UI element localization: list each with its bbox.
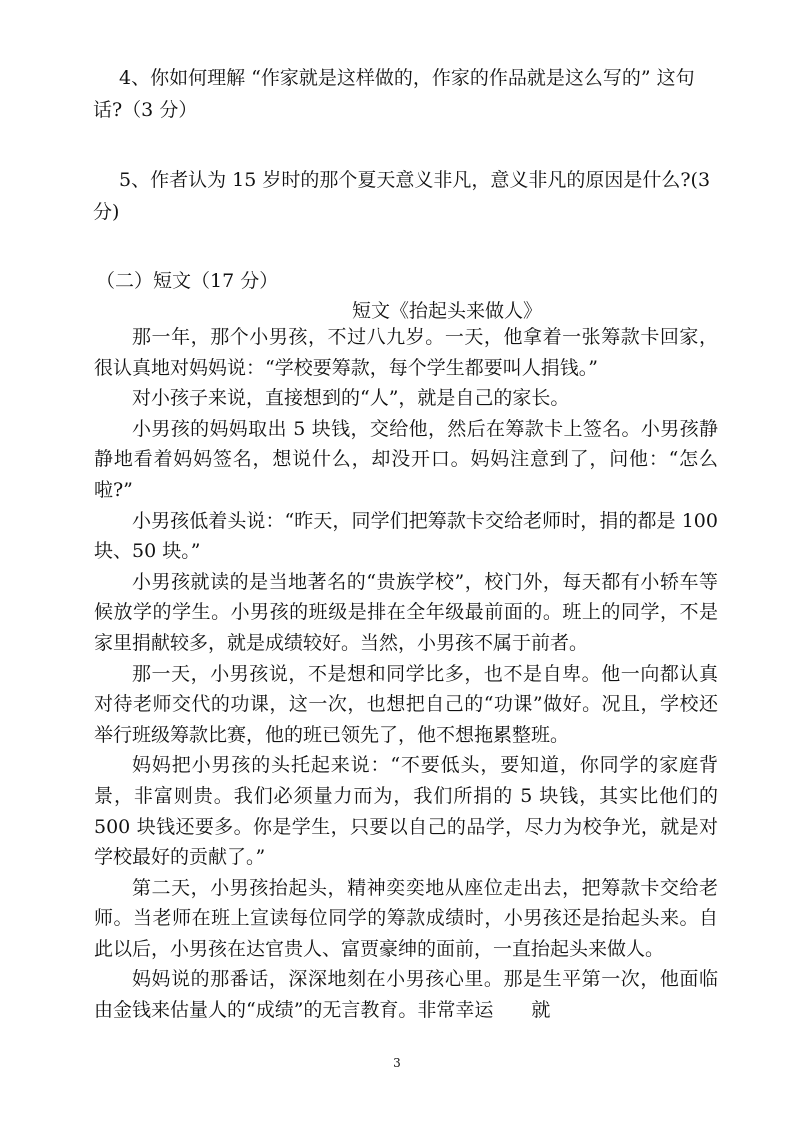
question-4: 4、你如何理解 “作家就是这样做的，作家的作品就是这么写的” 这句话?（3 分） [93, 67, 695, 121]
section-heading: （二）短文（17 分） [96, 270, 279, 292]
article-paragraph-8: 第二天，小男孩抬起头，精神奕奕地从座位走出去，把筹款卡交给老师。当老师在班上宣读每位同学的筹款成绩时，小男孩还是抬起头来。自此以后，小男孩在达官贵人、富贾豪绅的面前，一直抬起头来做人。 [94, 876, 718, 960]
question-5: 5、作者认为 15 岁时的那个夏天意义非凡，意义非凡的原因是什么?(3 分) [93, 169, 711, 223]
article-paragraph-4: 小男孩低着头说：“昨天，同学们把筹款卡交给老师时，捐的都是 100 块、50 块。” [94, 509, 718, 563]
article-paragraph-6: 那一天，小男孩说，不是想和同学比多，也不是自卑。他一向都认真对待老师交代的功课，这一次，也想把自己的“功课”做好。况且，学校还举行班级筹款比赛，他的班已领先了，他不想拖累整班。 [94, 662, 718, 746]
article-paragraph-1: 那一年，那个小男孩，不过八九岁。一天，他拿着一张筹款卡回家，很认真地对妈妈说：“学校要筹款，每个学生都要叫人捐钱。” [94, 326, 718, 379]
article-paragraph-3: 小男孩的妈妈取出 5 块钱，交给他，然后在筹款卡上签名。小男孩静静地看着妈妈签名，想说什么，却没开口。妈妈注意到了，问他：“怎么啦?” [94, 417, 718, 501]
article-paragraph-5: 小男孩就读的是当地著名的“贵族学校”，校门外，每天都有小轿车等候放学的学生。小男孩的班级是排在全年级最前面的。班上的同学，不是家里捐献较多，就是成绩较好。当然，小男孩不属于前者。 [94, 570, 718, 654]
article-body [94, 322, 718, 1026]
article-paragraph-9: 妈妈说的那番话，深深地刻在小男孩心里。那是生平第一次，他面临由金钱来估量人的“成绩”的无言教育。非常幸运 就 [94, 968, 718, 1022]
article-paragraph-7: 妈妈把小男孩的头托起来说：“不要低头，要知道，你同学的家庭背景，非富则贵。我们必须量力而为，我们所捐的 5 块钱，其实比他们的 500 块钱还要多。你是学生，只要以自己的品学，尽力为校争光，就是对学校最好的贡献了。” [94, 754, 718, 869]
article-paragraph-2: 对小孩子来说，直接想到的“人”，就是自己的家长。 [132, 387, 570, 410]
page-number: 3 [393, 1056, 401, 1070]
article-title: 短文《抬起头来做人》 [351, 300, 542, 322]
